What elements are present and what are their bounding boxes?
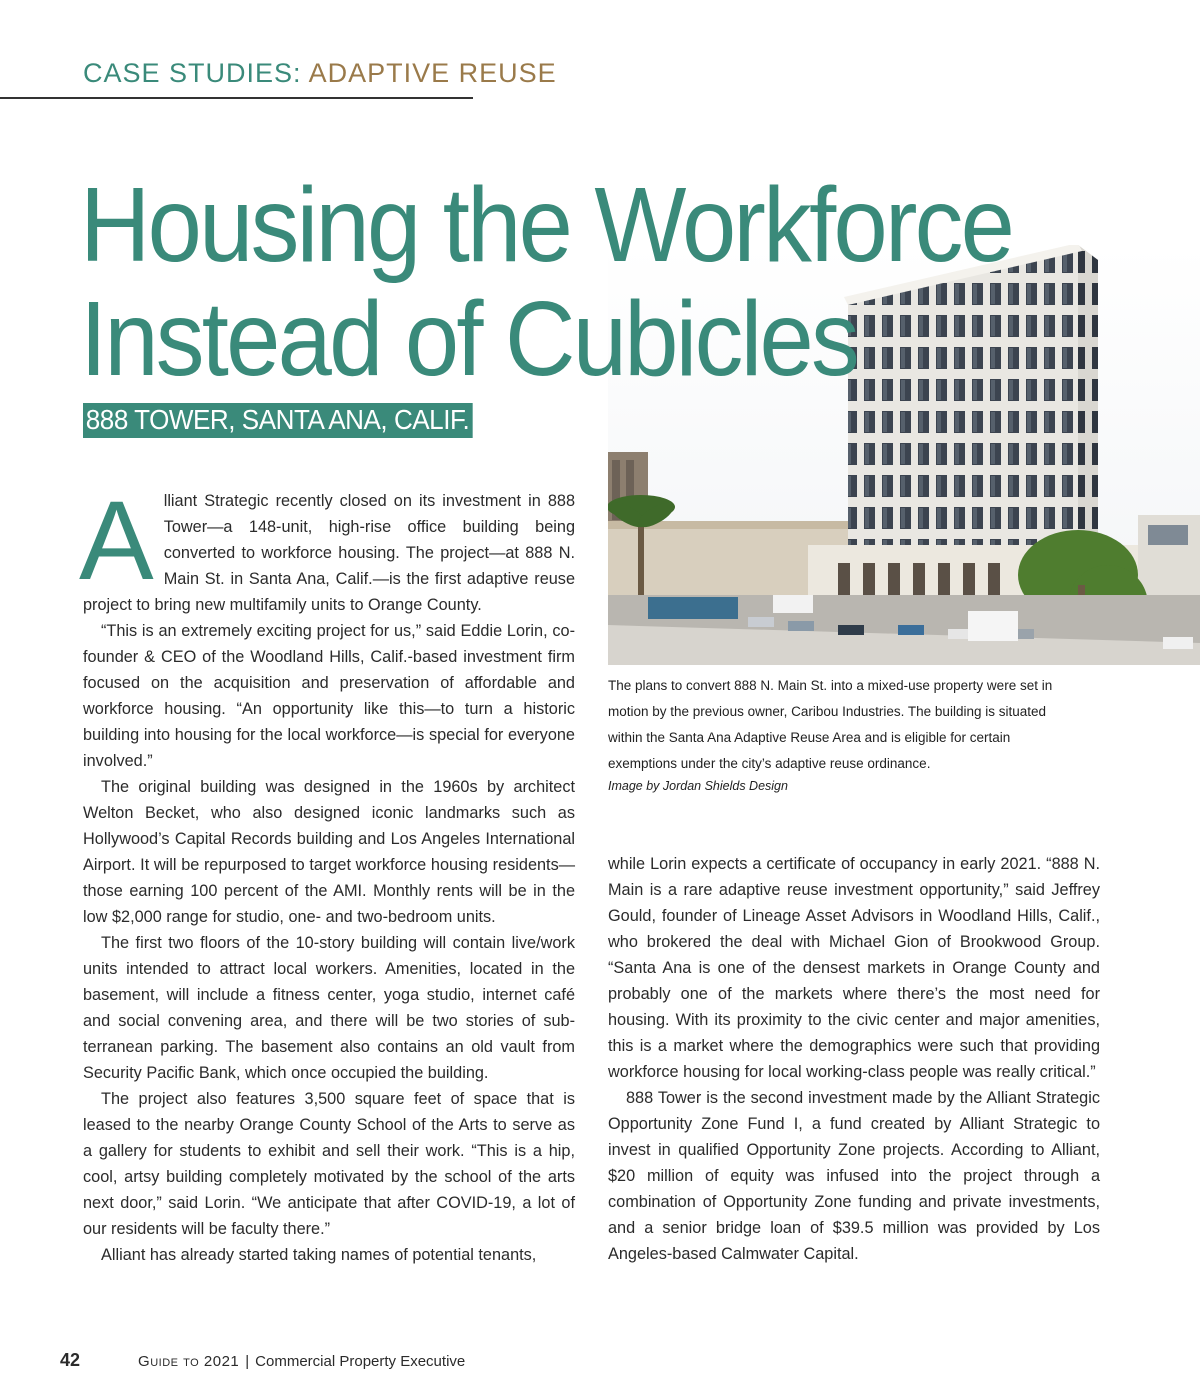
paragraph-7: while Lorin expects a certificate of occupancy in early 2021. “888 N. Main is a rare adaptive reuse investment opportunity,” said Jeffrey Gould, founder of Lineage Asset Advisors in Woodland Hills, Calif., who brokered the deal with Michael Gion of Brookwood Group. “Santa Ana is one of the densest markets in Orange County and probably one of the markets where there’s the most need for housing. With its proximity to the civic center and major amenities, this is a market where the demographics were such that providing workforce housing for local working-class people was really critical.” — [608, 855, 1100, 1081]
paragraph-6: Alliant has already started taking names of potential tenants, — [101, 1246, 537, 1264]
headline-line-1: Housing the Workforce — [80, 166, 1013, 284]
paragraph-1 — [79, 478, 575, 618]
location-banner: 888 TOWER, SANTA ANA, CALIF. — [83, 403, 473, 438]
photo-credit: Image by Jordan Shields Design — [608, 779, 788, 793]
paragraph-3: The original building was designed in the 1960s by architect Welton Becket, who also designed iconic landmarks such as Hollywood’s Capital Records building and Los Angeles International Airport. It will be repurposed to target workforce housing residents—those earning 100 percent of the AMI. Monthly rents will be in the low $2,000 range for studio, one- and two-bedroom units. — [83, 778, 575, 926]
kicker-section: CASE STUDIES: — [83, 58, 309, 88]
headline-line-2: Instead of Cubicles — [80, 280, 857, 398]
drop-cap: A — [79, 478, 154, 603]
footer-guide: Guide to 2021 — [138, 1353, 240, 1370]
footer-separator: | — [245, 1353, 250, 1370]
article-headline — [80, 168, 1012, 396]
kicker-rule — [0, 97, 473, 99]
paragraph-8: 888 Tower is the second investment made by the Alliant Strategic Opportunity Zone Fund I, a fund created by Alliant Strategic to invest in qualified Opportunity Zone projects. According to Alliant, $20 million of equity was infused into the project through a combination of Opportunity Zone funding and private investments, and a senior bridge loan of $39.5 million was provided by Los Angeles-based Calmwater Capital. — [608, 1089, 1100, 1263]
photo-caption: The plans to convert 888 N. Main St. into a mixed-use property were set in motion by the previous owner, Caribou Industries. The building is situated within the Santa Ana Adaptive Reuse Area and is eligible for certain exemptions under the city’s adaptive reuse ordinance. — [608, 678, 1053, 771]
footer-publication: Commercial Property Executive — [255, 1353, 466, 1370]
section-kicker — [83, 58, 557, 89]
paragraph-4: The first two floors of the 10-story building will contain live/work units intended to attract local workers. Amenities, located in the basement, will include a fitness center, yoga studio, internet café and social convening area, and there will be two stories of subterranean parking. The basement also contains an old vault from Security Pacific Bank, which once occupied the building. — [83, 934, 575, 1082]
page-number: 42 — [60, 1350, 81, 1370]
paragraph-2: “This is an extremely exciting project for us,” said Eddie Lorin, co-founder & CEO of the Woodland Hills, Calif.-based investment firm focused on the acquisition and preservation of affordable and workforce housing. “An opportunity like this—to turn a historic building into housing for the local workforce—is special for everyone involved.” — [83, 622, 575, 770]
kicker-topic: ADAPTIVE REUSE — [308, 58, 557, 88]
body-column-1 — [79, 478, 575, 1268]
page-footer — [60, 1350, 465, 1371]
paragraph-1-text: lliant Strategic recently closed on its investment in 888 Tower—a 148-unit, high-rise office building being converted to workforce housing. The project—at 888 N. Main St. in Santa Ana, Calif.—is the first adaptive reuse project to bring new multifamily units to Orange County. — [83, 492, 575, 614]
paragraph-5: The project also features 3,500 square feet of space that is leased to the nearby Orange County School of the Arts to serve as a gallery for students to exhibit and sell their work. “This is a hip, cool, artsy building completely motivated by the school of the arts next door,” said Lorin. “We anticipate that after COVID-19, a lot of our residents will be faculty there.” — [83, 1090, 575, 1238]
body-column-2 — [608, 851, 1100, 1267]
